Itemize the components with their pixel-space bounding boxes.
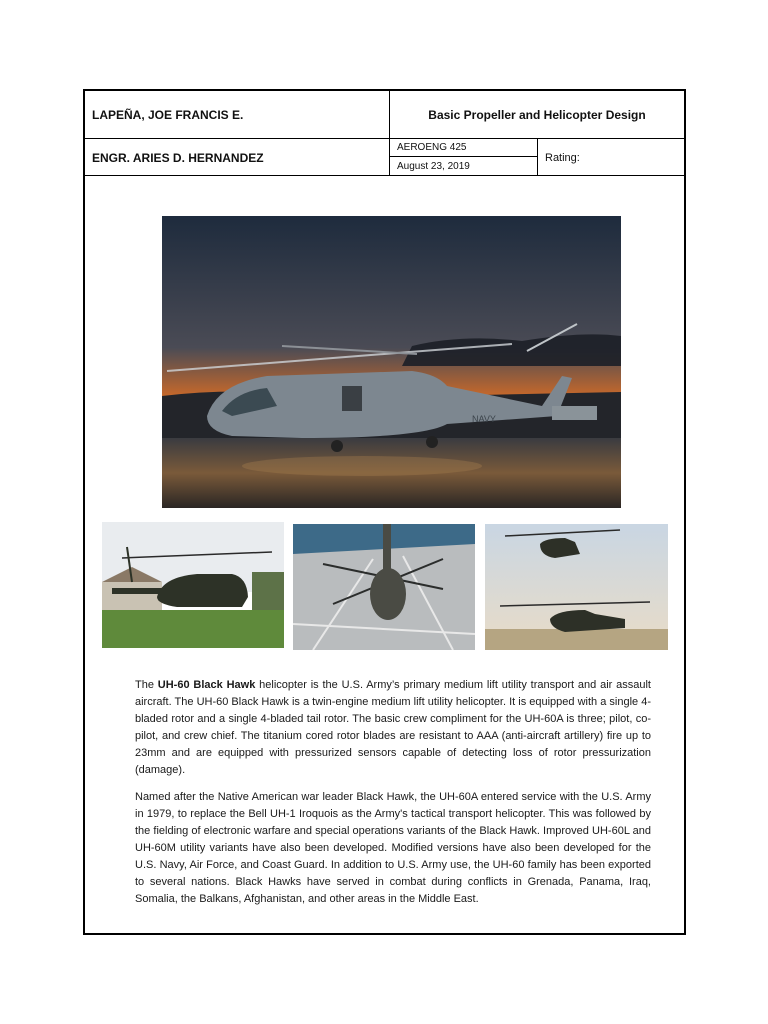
navy-marking: NAVY [472, 414, 496, 424]
course-title: Basic Propeller and Helicopter Design [390, 91, 684, 139]
paragraph-1-bold: UH-60 Black Hawk [157, 679, 256, 691]
instructor-name: ENGR. ARIES D. HERNANDEZ [85, 139, 390, 176]
paragraph-1-lead: The [135, 679, 158, 691]
submission-date: August 23, 2019 [390, 157, 538, 176]
main-helicopter-photo [162, 216, 621, 508]
course-code: AEROENG 425 [390, 139, 538, 157]
paragraph-1 [135, 677, 651, 779]
helicopters-flight-photo [485, 524, 668, 650]
header-table [85, 91, 684, 176]
paragraph-2: Named after the Native American war leader Black Hawk, the UH-60A entered service with the U.S. Army in 1979, to replace the Bell UH-1 Iroquois as the Army's tactical transport helicopter. This was followed by the fielding of electronic warfare and special operations variants of the Black Hawk. Improved UH-60L and UH-60M utility variants have also been developed. Modified versions have also been developed for the U.S. Navy, Air Force, and Coast Guard. In addition to U.S. Army use, the UH-60 family has been exported to several nations. Black Hawks have served in combat during conflicts in Grenada, Panama, Iraq, Somalia, the Balkans, Afghanistan, and other areas in the Middle East. [135, 791, 651, 905]
student-name: LAPEÑA, JOE FRANCIS E. [85, 91, 390, 139]
paragraph-1-rest: helicopter is the U.S. Army’s primary medium lift utility transport and air assault aircraft. The UH-60 Black Hawk is a twin-engine medium lift utility helicopter. It is equipped with a single 4-bladed rotor and a single 4-bladed tail rotor. The basic crew compliment for the UH-60A is three; pilot, co-pilot, and crew chief. The titanium cored rotor blades are resistant to AAA (anti-aircraft artillery) fire up to 23mm and are equipped with pressurized sensors capable of detecting loss of rotor pressurization (damage). [135, 679, 651, 776]
helicopter-grass-photo [102, 522, 284, 648]
helicopter-deck-photo [293, 524, 475, 650]
rating-field: Rating: [545, 151, 580, 164]
